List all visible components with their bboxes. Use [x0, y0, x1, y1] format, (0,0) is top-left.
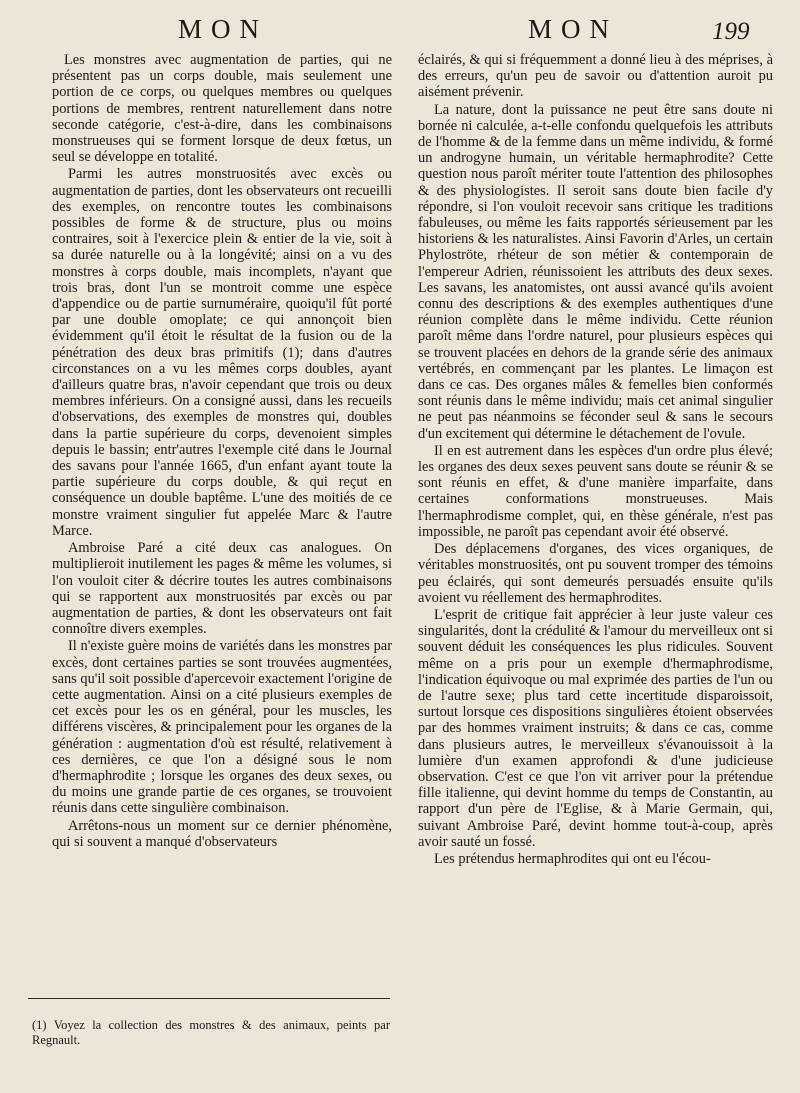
paragraph: Il n'existe guère moins de variétés dans les monstres par excès, dont certaines parties se sont trouvées augmentées, sans qu'il soit possible d'apercevoir exactement l'origine de cette augmentation. Ainsi on a cité plusieurs exemples de cet excès pour les os en général, pour les muscles, les différens viscères, & principalement pour les organes de la génération : augmentation d'où est résulté, relativement à ces dernières, ce que l'on a désigné sous le nom d'hermaphrodite ; lorsque les organes des deux sexes, ou du moins une grande partie de ces organes, se trouvoient réunis dans cette singulière combinaison. [52, 638, 392, 817]
footnote: (1) Voyez la collection des monstres & des animaux, peints par Regnault. [32, 1018, 390, 1047]
paragraph: éclairés, & qui si fréquemment a donné lieu à des méprises, à des erreurs, qu'un peu de savoir ou d'attention auroit pu aisément prévenir. [418, 52, 773, 101]
paragraph: Parmi les autres monstruosités avec excès ou augmentation de parties, dont les observateurs ont recueilli des exemples, on rencontre toutes les combinaisons possibles de forme & de structure, plus ou moins contraires, soit à l'exercice plein & entier de la vie, soit à sa durée naturelle ou à la longévité; ainsi on a vu des monstres à corps double, mais incomplets, n'ayant que trois bras, dont l'un se montroit comme une espèce d'appendice ou de partie surnuméraire, quoiqu'il fût porté par une double omoplate; ce qui annonçoit bien évidemment qu'il étoit le résultat de la fusion ou de la pénétration des deux bras primitifs (1); dans d'autres circonstances on a vu les mêmes corps doubles, ayant d'ailleurs quatre bras, n'avoir cependant que trois ou deux membres inférieurs. On a consigné aussi, dans les recueils d'observations, des exemples de monstres qui, doubles dans la partie supérieure du corps, devenoient simples depuis le bassin; entr'autres l'exemple cité dans le Journal des savans pour l'année 1665, d'un enfant ayant toute la partie supérieure du corps double, & qui reçut en conséquence un double baptême. L'une des moitiés de ce monstre vraiment singulier fut appelée Marc & l'autre Marce. [52, 166, 392, 539]
header-right-title: MON [528, 14, 619, 44]
paragraph: Les prétendus hermaphrodites qui ont eu l'écou- [434, 850, 711, 867]
paragraph: L'esprit de critique fait apprécier à leur juste valeur ces singularités, dont la crédulité & l'amour du merveilleux ont si souvent déduit les conséquences les plus ridicules. Souvent même on a pris pour un exemple d'hermaphrodisme, l'indication équivoque ou mal exprimée des parties de l'un ou de l'autre sexe; plus tard cette incertitude disparoissoit, surtout lorsque ces dispositions singulières étoient observées par des hommes vraiment instruits; & dans ce cas, comme dans plusieurs autres, le merveilleux s'évanouissoit à la lumière d'un examen approfondi & d'une judicieuse observation. C'est ce que l'on vit arriver pour la prétendue fille italienne, qui devint homme du temps de Constantin, au rapport d'un père de l'Eglise, & à Marie Germain, qui, suivant Ambroise Paré, devint homme tout-à-coup, après avoir sauté un fossé. [418, 606, 773, 850]
paragraph: Il en est autrement dans les espèces d'un ordre plus élevé; les organes des deux sexes peuvent sans doute se réunir & se sont réunis en effet, & d'une manière imparfaite, dans certaines conformations monstrueuses. Mais l'hermaphrodisme complet, qui, en thèse générale, n'est pas impossible, ne paroît pas cependant avoir été observé. [418, 442, 773, 540]
paragraph: Arrêtons-nous un moment sur ce dernier phénomène, qui si souvent a manqué d'observateurs [52, 817, 392, 850]
paragraph: La nature, dont la puissance ne peut être sans doute ni bornée ni calculée, a-t-elle confondu quelquefois les attributs de l'homme & de la femme dans un même individu, & formé un androgyne humain, un véritable hermaphrodite? Cette question nous paroît mériter toute l'attention des philosophes & des physiologistes. Il seroit sans doute bien facile d'y répondre, si l'on vouloit recevoir sans critique les traditions fabuleuses, ou même les faits rapportés sérieusement par les historiens & les naturalistes. Ainsi Favorin d'Arles, un certain Phyloströte, rhéteur de son métier & contemporain de l'empereur Adrien, réunissoient les attributs des deux sexes. Les savans, les anatomistes, ont aussi avancé qu'ils avoient connu des descriptions & des exemples authentiques d'une réunion complète dans le même individu. Cette réunion paroît même dans l'ordre naturel, pour plusieurs espèces qui se trouvent placées en dehors de la grande série des animaux vertébrés, en commençant par les plantes. Le limaçon est dans ce cas. Des organes mâles & femelles bien conformés sont réunis dans le même individu; mais cet animal singulier ne peut pas néanmoins se féconder seul & sans le secours d'un excitement qui détermine le détachement de l'ovule. [418, 101, 773, 442]
header-left-title: MON [178, 14, 269, 44]
left-column [52, 52, 392, 851]
paragraph: Des déplacemens d'organes, des vices organiques, de véritables monstruosités, ont pu souvent tromper des témoins peu éclairés, qui sont demeurés persuadés ensuite qu'ils avoient vu réellement des hermaphrodites. [418, 541, 773, 606]
running-header [0, 14, 800, 48]
footnote-divider [28, 998, 390, 999]
page-number: 199 [712, 18, 750, 45]
right-column [418, 52, 773, 868]
paragraph: Les monstres avec augmentation de parties, qui ne présentent pas un corps double, mais seulement une portion de ce corps, ou quelques membres ou quelques portions de membres, rentrent naturellement dans notre seconde catégorie, c'est-à-dire, dans les combinaisons monstrueuses qui se forment lorsque de deux fœtus, un seul se développe en totalité. [52, 52, 392, 166]
paragraph: Ambroise Paré a cité deux cas analogues. On multiplieroit inutilement les pages & même les volumes, si l'on vouloit citer & décrire toutes les autres combinaisons qui se rapportent aux monstruosités par excès ou par augmentation de parties, & dont les observateurs ont fait connoître divers exemples. [52, 540, 392, 638]
